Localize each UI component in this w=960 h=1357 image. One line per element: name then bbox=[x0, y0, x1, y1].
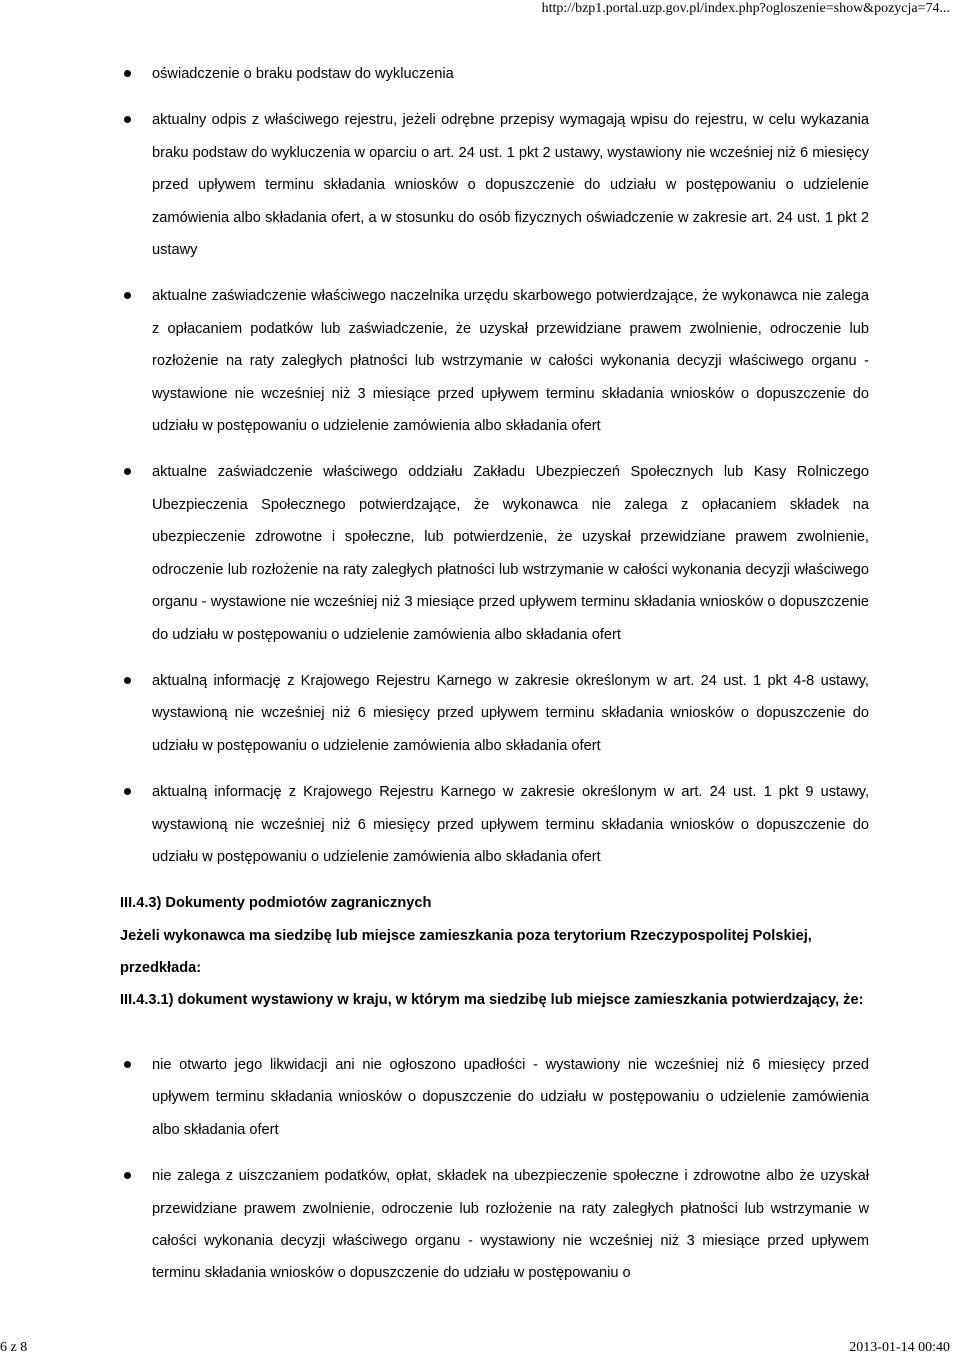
foreign-requirements-list bbox=[120, 1049, 869, 1290]
list-item: aktualne zaświadczenie właściwego oddziału Zakładu Ubezpieczeń Społecznych lub Kasy Rolniczego Ubezpieczenia Społecznego potwierdzające, że wykonawca nie zalega z opłacaniem składek na ubezpieczenie zdrowotne i społeczne, lub potwierdzenie, że uzyskał przewidziane prawem zwolnienie, odroczenie lub rozłożenie na raty zaległych płatności lub wstrzymanie w całości wykonania decyzji właściwego organu - wystawione nie wcześniej niż 3 miesiące przed upływem terminu składania wniosków o dopuszczenie do udziału w postępowaniu o udzielenie zamówienia albo składania ofert bbox=[120, 456, 869, 650]
page-number: 6 z 8 bbox=[0, 1340, 28, 1355]
section-subheading-document: III.4.3.1) dokument wystawiony w kraju, w którym ma siedzibę lub miejsce zamieszkania potwierdzający, że: bbox=[120, 992, 864, 1008]
list-item: nie otwarto jego likwidacji ani nie ogłoszono upadłości - wystawiony nie wcześniej niż 6 miesięcy przed upływem terminu składania wniosków o dopuszczenie do udziału w postępowaniu o udzielenie zamówienia albo składania ofert bbox=[120, 1049, 869, 1146]
print-header-url: http://bzp1.portal.uzp.gov.pl/index.php?ogloszenie=show&pozycja=74... bbox=[541, 1, 950, 16]
section-heading-foreign-docs: III.4.3) Dokumenty podmiotów zagranicznych bbox=[120, 895, 432, 911]
requirements-list bbox=[120, 58, 869, 873]
list-item: nie zalega z uiszczaniem podatków, opłat, składek na ubezpieczenie społeczne i zdrowotne albo że uzyskał przewidziane prawem zwolnienie, odroczenie lub rozłożenie na raty zaległych płatności lub wstrzymanie w całości wykonania decyzji właściwego organu - wystawiony nie wcześniej niż 3 miesiące przed upływem terminu składania wniosków o dopuszczenie do udziału w postępowaniu o bbox=[120, 1160, 869, 1290]
list-item: aktualną informację z Krajowego Rejestru Karnego w zakresie określonym w art. 24 ust. 1 pkt 4-8 ustawy, wystawioną nie wcześniej niż 6 miesięcy przed upływem terminu składania wniosków o dopuszczenie do udziału w postępowaniu o udzielenie zamówienia albo składania ofert bbox=[120, 665, 869, 762]
list-item: aktualne zaświadczenie właściwego naczelnika urzędu skarbowego potwierdzające, że wykonawca nie zalega z opłacaniem podatków lub zaświadczenie, że uzyskał przewidziane prawem zwolnienie, odroczenie lub rozłożenie na raty zaległych płatności lub wstrzymanie w całości wykonania decyzji właściwego organu - wystawione nie wcześniej niż 3 miesiące przed upływem terminu składania wniosków o dopuszczenie do udziału w postępowaniu o udzielenie zamówienia albo składania ofert bbox=[120, 280, 869, 442]
list-item: oświadczenie o braku podstaw do wykluczenia bbox=[120, 58, 869, 90]
list-item: aktualną informację z Krajowego Rejestru Karnego w zakresie określonym w art. 24 ust. 1 pkt 9 ustawy, wystawioną nie wcześniej niż 6 miesięcy przed upływem terminu składania wniosków o dopuszczenie do udziału w postępowaniu o udzielenie zamówienia albo składania ofert bbox=[120, 776, 869, 873]
list-item: aktualny odpis z właściwego rejestru, jeżeli odrębne przepisy wymagają wpisu do rejestru, w celu wykazania braku podstaw do wykluczenia w oparciu o art. 24 ust. 1 pkt 2 ustawy, wystawiony nie wcześniej niż 6 miesięcy przed upływem terminu składania wniosków o dopuszczenie do udziału w postępowaniu o udzielenie zamówienia albo składania ofert, a w stosunku do osób fizycznych oświadczenie w zakresie art. 24 ust. 1 pkt 2 ustawy bbox=[120, 104, 869, 266]
section-subheading-foreign-residence: Jeżeli wykonawca ma siedzibę lub miejsce zamieszkania poza terytorium Rzeczypospolitej Polskiej, przedkłada: bbox=[120, 928, 812, 977]
print-datetime: 2013-01-14 00:40 bbox=[849, 1340, 950, 1355]
